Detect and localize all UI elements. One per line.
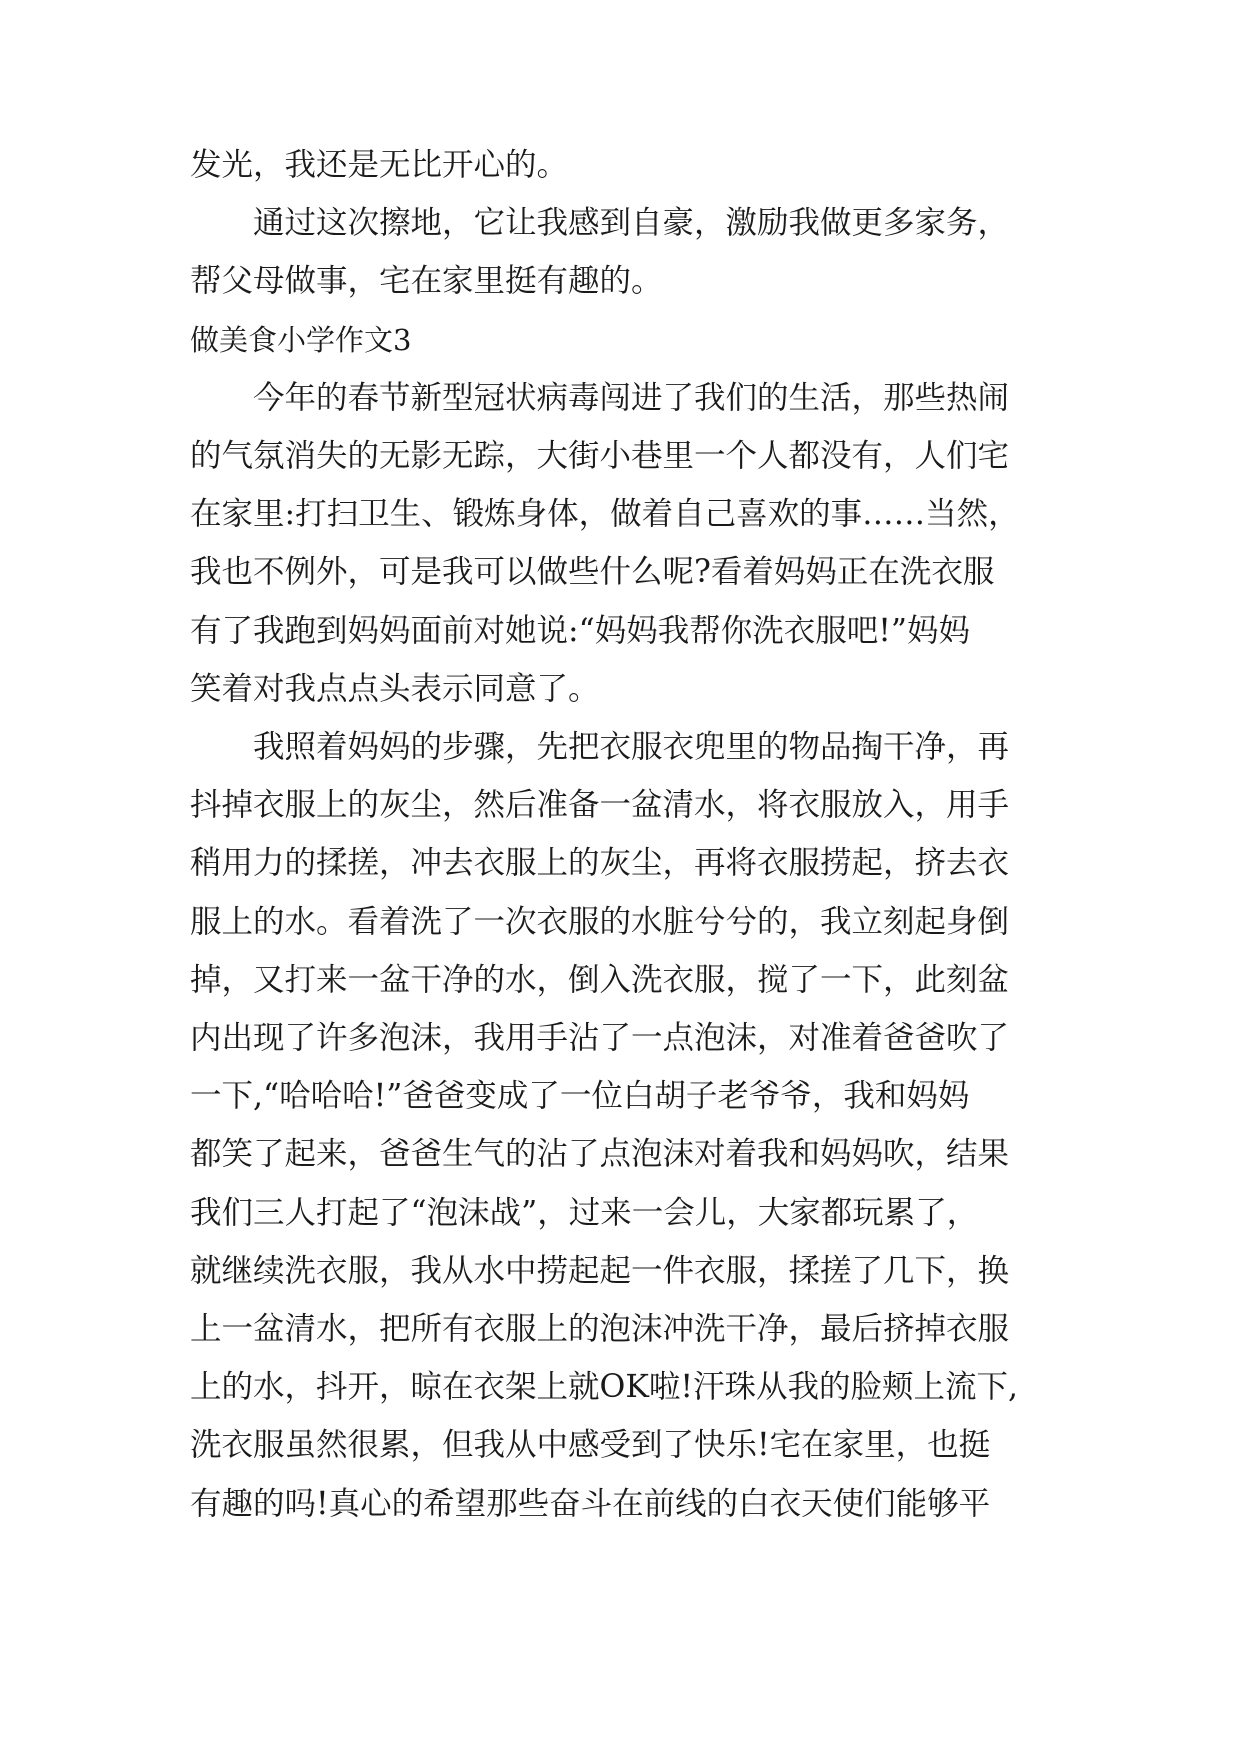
text-line: 一下,“哈哈哈!”爸爸变成了一位白胡子老爷爷，我和妈妈: [190, 1078, 970, 1115]
text-line: 上一盆清水，把所有衣服上的泡沫冲洗干净，最后挤掉衣服: [190, 1311, 1010, 1347]
text-line: 上的水，抖开，晾在衣架上就OK啦!汗珠从我的脸颊上流下,: [190, 1369, 1019, 1406]
text-line: 内出现了许多泡沫，我用手沾了一点泡沫，对准着爸爸吹了: [190, 1020, 1010, 1056]
text-line: 稍用力的揉搓，冲去衣服上的灰尘，再将衣服捞起，挤去衣: [190, 845, 1010, 882]
text-line: 我照着妈妈的步骤，先把衣服衣兜里的物品掏干净，再: [253, 729, 1010, 765]
text-line: 都笑了起来，爸爸生气的沾了点泡沫对着我和妈妈吹，结果: [190, 1136, 1010, 1173]
text-line: 服上的水。看着洗了一次衣服的水脏兮兮的，我立刻起身倒: [190, 903, 1010, 940]
text-line: 洗衣服虽然很累，但我从中感受到了快乐!宅在家里，也挺: [190, 1427, 991, 1464]
text-line: 帮父母做事，宅在家里挺有趣的。: [190, 263, 663, 300]
text-line: 抖掉衣服上的灰尘，然后准备一盆清水，将衣服放入，用手: [190, 787, 1010, 824]
text-line: 就继续洗衣服，我从水中捞起起一件衣服，揉搓了几下，换: [190, 1252, 1010, 1289]
text-line: 我也不例外，可是我可以做些什么呢?看着妈妈正在洗衣服: [190, 554, 995, 591]
text-line: 通过这次擦地，它让我感到自豪，激励我做更多家务，: [253, 205, 1010, 242]
text-line: 在家里:打扫卫生、锻炼身体，做着自己喜欢的事……当然，: [190, 496, 1020, 533]
text-line: 掉，又打来一盆干净的水，倒入洗衣服，搅了一下，此刻盆: [190, 961, 1010, 998]
text-line: 有趣的吗!真心的希望那些奋斗在前线的白衣天使们能够平: [190, 1485, 991, 1522]
text-line: 笑着对我点点头表示同意了。: [190, 670, 600, 707]
section-heading: 做美食小学作文3: [190, 322, 412, 357]
text-line: 的气氛消失的无影无踪，大街小巷里一个人都没有，人们宅: [190, 438, 1010, 474]
text-line: 发光，我还是无比开心的。: [190, 147, 569, 183]
text-line: 有了我跑到妈妈面前对她说:“妈妈我帮你洗衣服吧!”妈妈: [190, 612, 970, 649]
text-line: 今年的春节新型冠状病毒闯进了我们的生活，那些热闹: [253, 379, 1010, 416]
text-line: 我们三人打起了“泡沫战”，过来一会儿，大家都玩累了，: [190, 1194, 979, 1231]
